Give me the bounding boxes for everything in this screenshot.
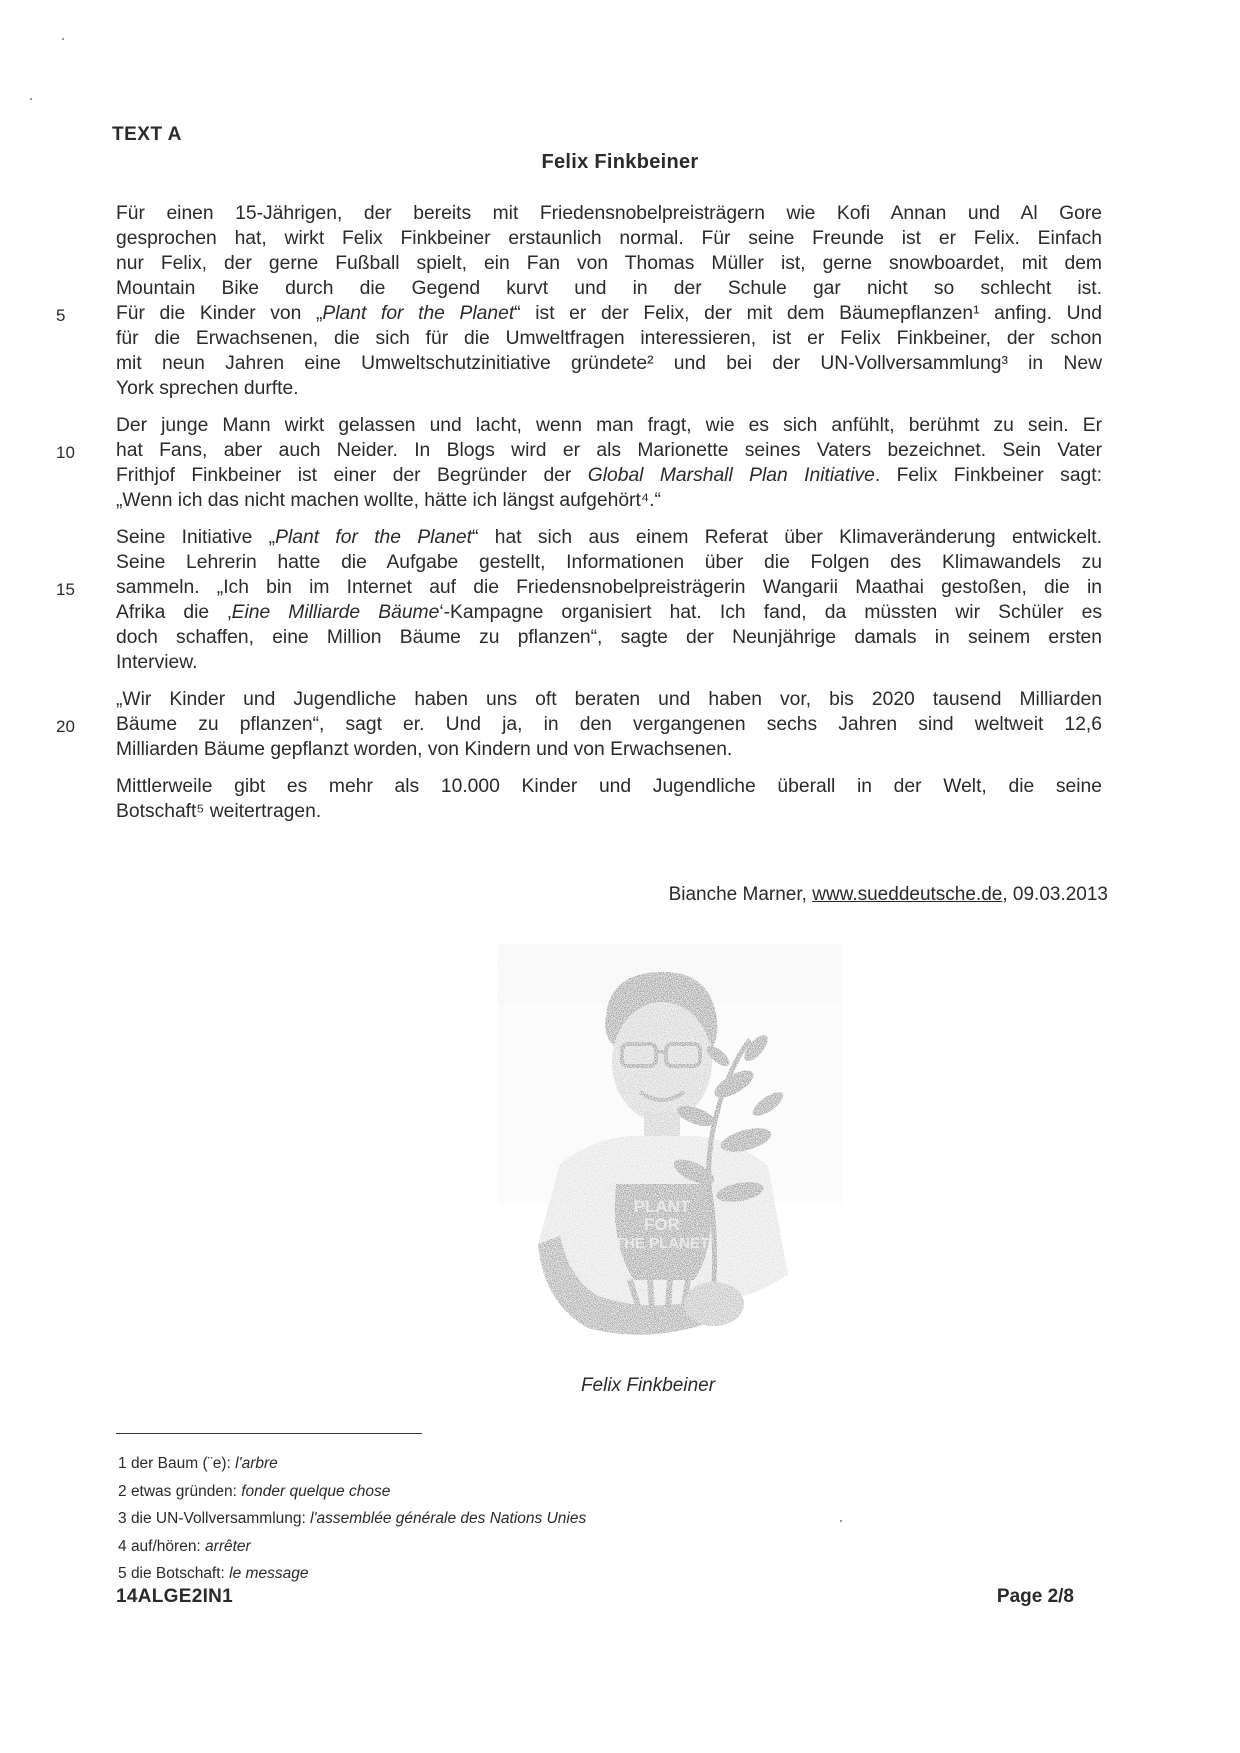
- scan-speck: [30, 98, 32, 100]
- footnote-term: der Baum (¨e):: [130, 1455, 236, 1472]
- page-number: Page 2/8: [996, 1586, 1074, 1607]
- footnote-translation: le message: [229, 1565, 309, 1582]
- line-text: Afrika die ‚Eine Milliarde Bäume‘-Kampagne organisiert hat. Ich fand, da müssten wir Schüler es: [116, 602, 1103, 623]
- line-text: Seine Lehrerin hatte die Aufgabe gestellt, Informationen über die Folgen des Klimawandels zu: [116, 552, 1102, 573]
- text-line: [56, 438, 1102, 463]
- line-number: 5: [56, 306, 66, 325]
- text-line: [116, 463, 1102, 488]
- article-title-text: Felix Finkbeiner: [541, 151, 699, 173]
- footnote-translation: l'arbre: [235, 1455, 278, 1472]
- line-text: für die Erwachsenen, die sich für die Umweltfragen interessieren, ist er Felix Finkbeiner, der schon: [116, 328, 1102, 349]
- paragraph-gap: [116, 401, 1102, 413]
- footnote-term: die UN-Vollversammlung:: [130, 1510, 311, 1527]
- shirt-text-1: PLANT: [633, 1197, 691, 1216]
- text-line: [116, 550, 1102, 575]
- source-citation: [669, 884, 1108, 906]
- line-text: Seine Initiative „Plant for the Planet“ hat sich aus einem Referat über Klimaveränderung entwickelt.: [116, 527, 1102, 548]
- line-text: „Wenn ich das nicht machen wollte, hätte ich längst aufgehört⁴.“: [116, 490, 661, 511]
- text-line: [116, 276, 1102, 301]
- footnote-item: [118, 1505, 586, 1533]
- footnote-item: [118, 1478, 586, 1506]
- text-line: [116, 351, 1102, 376]
- line-text: Interview.: [116, 652, 198, 673]
- text-line: [116, 251, 1102, 276]
- text-line: [116, 774, 1102, 799]
- footnote-item: [118, 1560, 586, 1588]
- footnote-translation: fonder quelque chose: [241, 1482, 391, 1500]
- shirt-text-3: THE PLANET: [614, 1235, 710, 1252]
- line-text: Mittlerweile gibt es mehr als 10.000 Kinder und Jugendliche überall in der Welt, die seine: [116, 776, 1102, 797]
- text-label: TEXT A: [112, 124, 182, 145]
- article-body: [56, 201, 1103, 824]
- line-text: doch schaffen, eine Million Bäume zu pflanzen“, sagte der Neunjährige damals in seinem ersten: [116, 627, 1102, 648]
- line-text: gesprochen hat, wirkt Felix Finkbeiner erstaunlich normal. Für seine Freunde ist er Felix. Einfach: [116, 228, 1102, 249]
- footnote-translation: l'assemblée générale des Nations Unies: [310, 1510, 587, 1527]
- line-text: nur Felix, der gerne Fußball spielt, ein Fan von Thomas Müller ist, gerne snowboardet, mit dem: [116, 253, 1102, 274]
- text-line: [116, 201, 1102, 226]
- text-line: [116, 226, 1102, 251]
- line-number: 20: [56, 717, 75, 736]
- line-text: hat Fans, aber auch Neider. In Blogs wird er als Marionette seines Vaters bezeichnet. Sein Vater: [116, 440, 1102, 461]
- footnote-translation: arrêter: [205, 1537, 251, 1555]
- footnote-term: etwas gründen:: [130, 1482, 242, 1500]
- footnote-term: die Botschaft:: [130, 1565, 230, 1582]
- footnote-item: [118, 1450, 586, 1478]
- line-text: Der junge Mann wirkt gelassen und lacht, wenn man fragt, wie es sich anfühlt, berühmt zu sein. Er: [116, 415, 1102, 436]
- line-text: „Wir Kinder und Jugendliche haben uns oft beraten und haben vor, bis 2020 tausend Milliarden: [116, 689, 1102, 710]
- paragraph-gap: [116, 762, 1102, 774]
- line-text: Frithjof Finkbeiner ist einer der Begründer der Global Marshall Plan Initiative. Felix Finkbeiner sagt:: [116, 465, 1102, 486]
- text-line: [116, 326, 1102, 351]
- footnotes: [118, 1450, 586, 1588]
- text-line: [56, 575, 1102, 600]
- line-number: 15: [56, 580, 75, 599]
- shirt-text-2: FOR: [644, 1215, 680, 1234]
- text-line: [116, 799, 1102, 824]
- text-line: [116, 600, 1102, 625]
- footnote-term: auf/hören:: [130, 1537, 206, 1555]
- line-text: Für die Kinder von „Plant for the Planet“ ist er der Felix, der mit dem Bäumepflanzen¹ anfing. Und: [116, 303, 1103, 324]
- line-text: Bäume zu pflanzen“, sagt er. Und ja, in den vergangenen sechs Jahren sind weltweit 12,6: [116, 714, 1102, 735]
- line-text: sammeln. „Ich bin im Internet auf die Friedensnobelpreisträgerin Wangarii Maathai gestoßen, die in: [116, 577, 1102, 598]
- text-line: [116, 413, 1102, 438]
- photo-felix-finkbeiner: [498, 944, 842, 1350]
- photo-caption: Felix Finkbeiner: [580, 1375, 716, 1396]
- line-text: mit neun Jahren eine Umweltschutzinitiative gründete² und bei der UN-Vollversammlung³ in New: [116, 353, 1102, 374]
- line-text: Botschaft⁵ weitertragen.: [116, 801, 322, 822]
- text-line: [116, 488, 1102, 513]
- scan-speck: [62, 38, 64, 40]
- line-text: Für einen 15-Jährigen, der bereits mit Friedensnobelpreisträgern wie Kofi Annan und Al Gore: [116, 203, 1102, 224]
- source-author: Bianche Marner,: [668, 884, 813, 905]
- text-line: [56, 712, 1102, 737]
- footnote-number: 2: [118, 1482, 127, 1500]
- text-line: [56, 301, 1103, 326]
- text-line: [116, 737, 1102, 762]
- footnote-number: 1: [118, 1455, 127, 1472]
- scan-speck: [840, 1520, 842, 1522]
- footnote-number: 3: [118, 1510, 127, 1527]
- line-text: Mountain Bike durch die Gegend kurvt und in der Schule gar nicht so schlecht ist.: [116, 278, 1102, 299]
- line-text: York sprechen durfte.: [116, 378, 299, 399]
- text-line: [116, 625, 1102, 650]
- line-text: Milliarden Bäume gepflanzt worden, von Kindern und von Erwachsenen.: [116, 739, 733, 760]
- line-number: 10: [56, 443, 75, 462]
- paragraph-gap: [116, 513, 1102, 525]
- paragraph-gap: [116, 675, 1102, 687]
- footnote-divider: [116, 1433, 422, 1434]
- text-line: [116, 376, 1102, 401]
- footnote-number: 4: [118, 1537, 127, 1555]
- text-line: [116, 687, 1102, 712]
- text-line: [116, 650, 1102, 675]
- article-title: [0, 151, 1240, 174]
- footnote-item: [118, 1533, 586, 1561]
- source-date: , 09.03.2013: [1002, 884, 1108, 905]
- footnote-number: 5: [118, 1565, 127, 1582]
- exam-code: 14ALGE2IN1: [116, 1586, 234, 1607]
- source-url[interactable]: www.sueddeutsche.de: [812, 884, 1003, 905]
- text-line: [116, 525, 1102, 550]
